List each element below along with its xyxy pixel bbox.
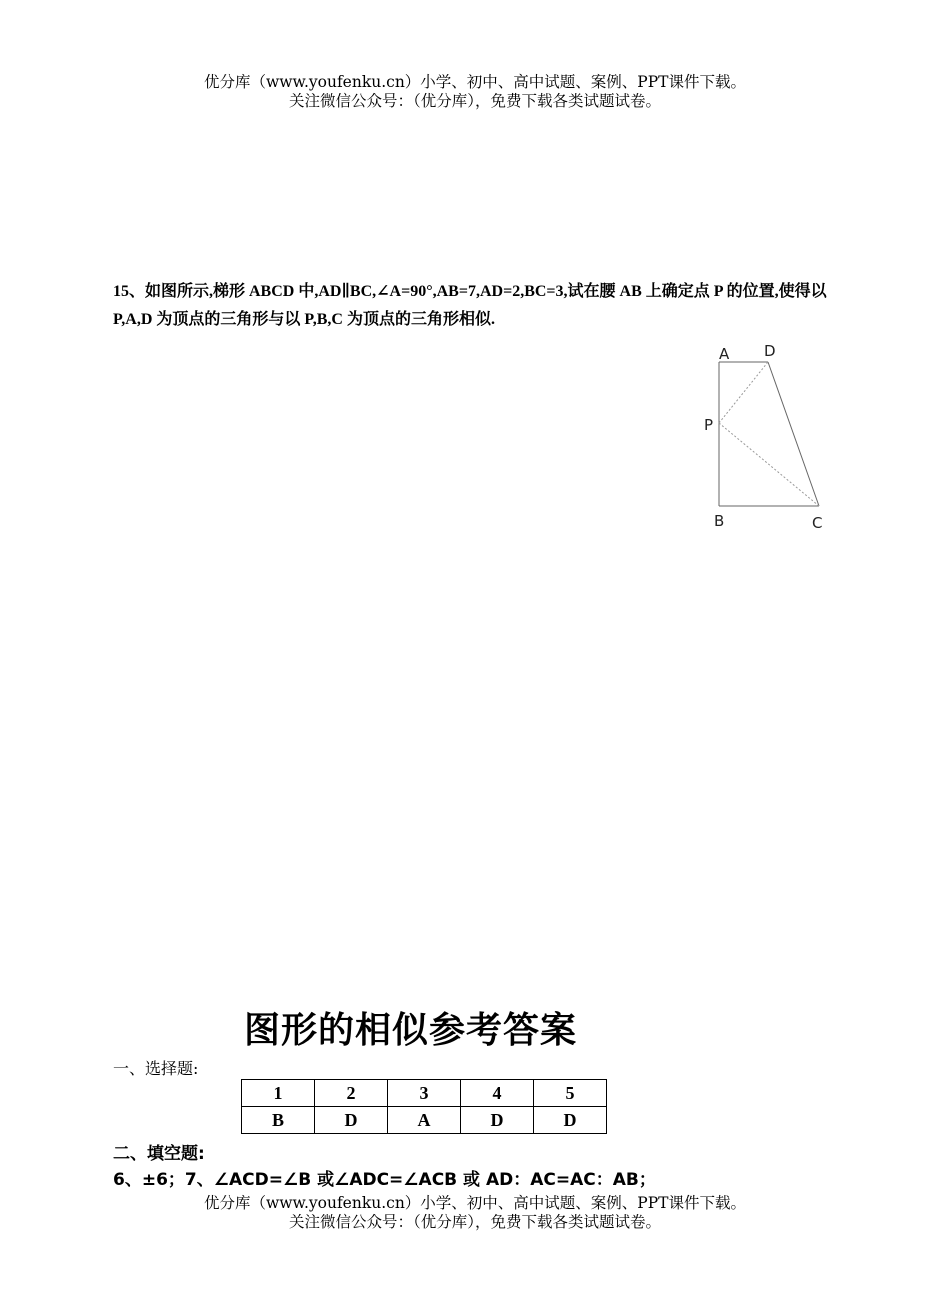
table-cell: 1 bbox=[242, 1080, 315, 1107]
table-cell: D bbox=[315, 1107, 388, 1134]
section-choice-heading: 一、选择题: bbox=[113, 1059, 199, 1078]
section-fill-heading: 二、填空题: bbox=[113, 1144, 205, 1164]
page-footer bbox=[0, 1194, 950, 1232]
label-d: D bbox=[764, 342, 776, 360]
table-row-choices bbox=[242, 1107, 607, 1134]
label-b: B bbox=[714, 512, 725, 530]
page-header bbox=[0, 73, 950, 111]
table-cell: A bbox=[388, 1107, 461, 1134]
choice-answer-table bbox=[241, 1079, 607, 1134]
table-cell: D bbox=[461, 1107, 534, 1134]
table-cell: 3 bbox=[388, 1080, 461, 1107]
answers-title: 图形的相似参考答案 bbox=[244, 1010, 578, 1051]
segment-pd bbox=[719, 362, 768, 423]
fill-answers-line: 6、±6；7、∠ACD=∠B 或∠ADC=∠ACB 或 AD：AC=AC：AB； bbox=[113, 1170, 656, 1190]
table-cell: B bbox=[242, 1107, 315, 1134]
table-cell: D bbox=[534, 1107, 607, 1134]
label-a: A bbox=[719, 345, 730, 363]
table-cell: 2 bbox=[315, 1080, 388, 1107]
header-line-2: 关注微信公众号：（优分库），免费下载各类试题试卷。 bbox=[288, 92, 661, 110]
table-row-numbers bbox=[242, 1080, 607, 1107]
table-cell: 5 bbox=[534, 1080, 607, 1107]
header-line-1: 优分库（www.youfenku.cn）小学、初中、高中试题、案例、PPT课件下载。 bbox=[203, 73, 747, 91]
label-c: C bbox=[812, 514, 823, 532]
table-cell: 4 bbox=[461, 1080, 534, 1107]
question-15: 15、如图所示,梯形 ABCD 中,AD∥BC,∠A=90°,AB=7,AD=2,BC=3,试在腰 AB 上确定点 P 的位置,使得以 P,A,D 为顶点的三角形与以 P,B,C 为顶点的三角形相似. bbox=[113, 283, 827, 328]
trapezoid-diagram bbox=[698, 340, 838, 535]
trapezoid-figure bbox=[698, 340, 838, 539]
footer-line-2: 关注微信公众号：（优分库），免费下载各类试题试卷。 bbox=[288, 1213, 661, 1231]
label-p: P bbox=[704, 416, 714, 434]
footer-line-1: 优分库（www.youfenku.cn）小学、初中、高中试题、案例、PPT课件下载。 bbox=[203, 1194, 747, 1212]
